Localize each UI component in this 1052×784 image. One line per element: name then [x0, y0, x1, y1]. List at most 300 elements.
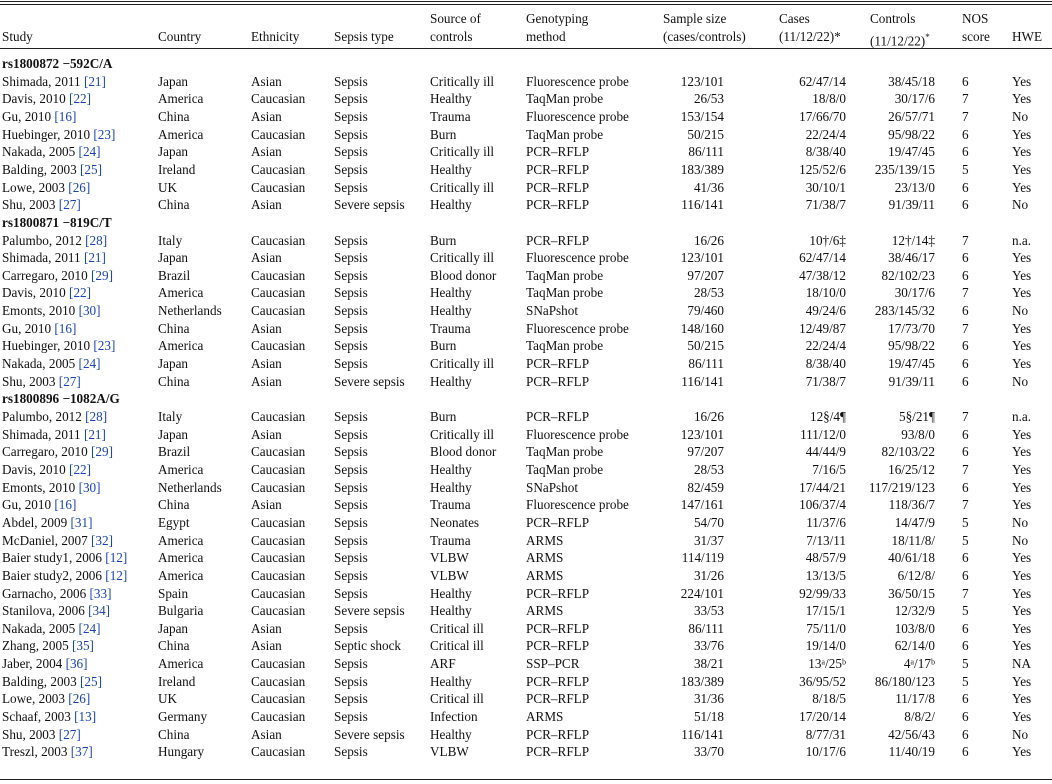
cases-cell: 48/57/9 [805, 550, 846, 566]
sample-size-cell: 28/53 [693, 461, 724, 477]
country-cell: Spain [158, 585, 189, 601]
study-name: Treszl, 2003 [2, 744, 68, 760]
source-cell: Healthy [430, 603, 472, 619]
source-cell: Critical ill [430, 638, 484, 654]
study-name: Nakada, 2005 [2, 144, 76, 160]
source-cell: Healthy [430, 726, 472, 742]
table-row [0, 585, 1052, 603]
reference-link[interactable]: [22] [69, 285, 92, 301]
table-row [0, 426, 1052, 444]
country-cell: America [158, 285, 204, 301]
study-cell [2, 585, 112, 603]
sepsis-type-cell: Sepsis [334, 303, 368, 319]
ethnicity-cell: Asian [251, 108, 282, 124]
study-name: Carregaro, 2010 [2, 267, 88, 283]
study-cell [2, 443, 113, 461]
source-cell: Burn [430, 409, 457, 424]
nos-cell: 7 [962, 585, 969, 601]
study-name: Huebinger, 2010 [2, 338, 91, 354]
hwe-cell: Yes [1012, 426, 1032, 442]
country-cell: Ireland [158, 161, 196, 177]
controls-cell: 82/103/22 [881, 444, 935, 460]
reference-link[interactable]: [22] [69, 91, 92, 107]
hwe-cell: Yes [1012, 620, 1032, 636]
reference-link[interactable]: [16] [54, 108, 77, 124]
study-cell [2, 161, 102, 179]
ethnicity-cell: Asian [251, 497, 282, 513]
controls-cell: 82/102/23 [881, 267, 935, 283]
controls-cell: 118/36/7 [888, 497, 935, 513]
reference-link[interactable]: [23] [93, 126, 116, 142]
table-row [0, 708, 1052, 726]
cases-cell: 7/16/5 [812, 461, 846, 477]
hwe-cell: Yes [1012, 161, 1032, 177]
study-cell [2, 143, 101, 161]
controls-cell: 283/145/32 [874, 303, 935, 319]
table-row [0, 620, 1052, 638]
study-cell [2, 461, 91, 479]
sepsis-type-cell: Sepsis [334, 550, 368, 566]
cases-cell: 17/15/1 [805, 603, 846, 619]
table-row [0, 267, 1052, 285]
controls-cell: 86/180/123 [874, 673, 935, 689]
ethnicity-cell: Caucasian [251, 303, 306, 319]
sample-size-cell: 123/101 [680, 73, 724, 89]
hwe-cell: Yes [1012, 744, 1032, 760]
study-cell [2, 426, 106, 444]
study-cell [2, 743, 93, 761]
reference-link[interactable]: [16] [54, 497, 77, 513]
source-cell: Critical ill [430, 620, 484, 636]
nos-cell: 6 [962, 638, 969, 654]
reference-link[interactable]: [26] [68, 179, 91, 195]
sepsis-type-cell: Sepsis [334, 161, 368, 177]
study-name: Shimada, 2011 [2, 73, 81, 89]
source-cell: ARF [430, 656, 456, 672]
sample-size-cell: 31/36 [693, 691, 724, 707]
nos-cell: 5 [962, 161, 969, 177]
method-cell: PCR–RFLP [526, 620, 590, 636]
hwe-cell: Yes [1012, 585, 1032, 601]
method-cell: Fluorescence probe [526, 250, 629, 266]
method-cell: PCR–RFLP [526, 409, 590, 424]
ethnicity-cell: Caucasian [251, 585, 306, 601]
study-name: Shu, 2003 [2, 373, 56, 389]
method-cell: Fluorescence probe [526, 73, 629, 89]
country-cell: Bulgaria [158, 603, 204, 619]
header-method-line1: Genotyping [526, 11, 589, 26]
cases-cell: 19/14/0 [805, 638, 846, 654]
source-cell: Healthy [430, 373, 472, 389]
reference-link[interactable]: [22] [69, 461, 92, 477]
table-row [0, 479, 1052, 497]
reference-link[interactable]: [31] [70, 514, 93, 530]
hwe-cell: No [1012, 373, 1029, 389]
ethnicity-cell: Asian [251, 320, 282, 336]
reference-link[interactable]: [30] [78, 303, 101, 319]
hwe-cell: Yes [1012, 250, 1032, 266]
sample-size-cell: 51/18 [693, 709, 724, 725]
reference-link[interactable]: [21] [83, 426, 106, 442]
country-cell: China [158, 638, 190, 654]
study-name: Baier study1, 2006 [2, 550, 102, 566]
sample-size-cell: 183/389 [680, 161, 724, 177]
table-row [0, 514, 1052, 532]
sample-size-cell: 114/119 [681, 550, 724, 566]
source-cell: Critically ill [430, 144, 495, 160]
header-sample-line2: (cases/controls) [663, 29, 746, 44]
hwe-cell: Yes [1012, 603, 1032, 619]
controls-cell: 12†/14‡ [891, 232, 935, 248]
ethnicity-cell: Caucasian [251, 709, 306, 725]
study-name: Huebinger, 2010 [2, 126, 91, 142]
nos-cell: 7 [962, 91, 969, 107]
country-cell: China [158, 497, 190, 513]
header-cases-line2: (11/12/22)* [779, 29, 841, 44]
country-cell: Germany [158, 709, 208, 725]
country-cell: UK [158, 691, 178, 707]
method-cell: TaqMan probe [526, 91, 604, 107]
study-name: Nakada, 2005 [2, 356, 76, 372]
sepsis-type-cell: Sepsis [334, 267, 368, 283]
study-name: Garnacho, 2006 [2, 585, 87, 601]
country-cell: Japan [158, 73, 189, 89]
cases-cell: 49/24/6 [805, 303, 846, 319]
sample-size-cell: 28/53 [693, 285, 724, 301]
controls-cell: 40/61/18 [888, 550, 935, 566]
cases-cell: 18/10/0 [805, 285, 846, 301]
controls-cell: 30/17/6 [894, 285, 935, 301]
country-cell: China [158, 373, 190, 389]
controls-cell: 38/46/17 [888, 250, 935, 266]
reference-link[interactable]: [16] [54, 320, 77, 336]
reference-link[interactable]: [21] [83, 73, 106, 89]
reference-link[interactable]: [13] [74, 709, 97, 725]
table-row [0, 726, 1052, 744]
sepsis-type-cell: Sepsis [334, 73, 368, 89]
study-name: Emonts, 2010 [2, 303, 76, 319]
country-cell: Brazil [158, 444, 191, 460]
hwe-cell: Yes [1012, 179, 1032, 195]
sepsis-type-cell: Sepsis [334, 338, 368, 354]
hwe-cell: Yes [1012, 285, 1032, 301]
controls-cell: 5§/21¶ [898, 409, 935, 424]
cases-cell: 106/37/4 [799, 497, 846, 513]
study-name: Davis, 2010 [2, 91, 66, 107]
sample-size-cell: 116/141 [681, 197, 724, 213]
ethnicity-cell: Asian [251, 638, 282, 654]
controls-cell: 17/73/70 [888, 320, 935, 336]
nos-cell: 6 [962, 444, 969, 460]
controls-cell: 12/32/9 [894, 603, 935, 619]
reference-link[interactable]: [27] [58, 726, 81, 742]
ethnicity-cell: Caucasian [251, 126, 306, 142]
section-title: rs1800896 −1082A/G [2, 391, 120, 407]
study-cell [2, 196, 81, 214]
controls-cell: 42/56/43 [888, 726, 935, 742]
reference-link[interactable]: [33] [89, 585, 112, 601]
controls-cell: 95/98/22 [888, 338, 935, 354]
cases-cell: 12/49/87 [799, 320, 846, 336]
cases-cell: 62/47/14 [799, 250, 846, 266]
sepsis-type-cell: Sepsis [334, 426, 368, 442]
method-cell: ARMS [526, 567, 564, 583]
method-cell: PCR–RFLP [526, 356, 590, 372]
controls-cell: 19/47/45 [888, 144, 935, 160]
sample-size-cell: 116/141 [681, 726, 724, 742]
sepsis-type-cell: Sepsis [334, 744, 368, 760]
ethnicity-cell: Caucasian [251, 567, 306, 583]
study-name: Shimada, 2011 [2, 250, 81, 266]
nos-cell: 7 [962, 497, 969, 513]
country-cell: Italy [158, 232, 183, 248]
study-name: Carregaro, 2010 [2, 444, 88, 460]
sample-size-cell: 16/26 [693, 232, 724, 248]
table-row [0, 637, 1052, 655]
sample-size-cell: 38/21 [693, 656, 724, 672]
nos-cell: 6 [962, 197, 969, 213]
study-name: Shu, 2003 [2, 197, 56, 213]
reference-link[interactable]: [30] [78, 479, 101, 495]
sample-size-cell: 97/207 [687, 267, 724, 283]
controls-cell: 38/45/18 [888, 73, 935, 89]
header-ethnicity: Ethnicity [251, 29, 300, 44]
header-nos-line2: score [962, 29, 990, 44]
reference-link[interactable]: [28] [85, 409, 108, 424]
cases-cell: 125/52/6 [799, 161, 846, 177]
study-name: Abdel, 2009 [2, 514, 68, 530]
cases-cell: 71/38/7 [805, 197, 846, 213]
study-name: Shimada, 2011 [2, 426, 81, 442]
controls-cell: 19/47/45 [888, 356, 935, 372]
study-name: Emonts, 2010 [2, 479, 76, 495]
country-cell: Japan [158, 426, 189, 442]
country-cell: Netherlands [158, 479, 222, 495]
table-row [0, 373, 1052, 391]
sample-size-cell: 16/26 [693, 409, 724, 424]
nos-cell: 5 [962, 656, 969, 672]
hwe-cell: Yes [1012, 356, 1032, 372]
ethnicity-cell: Caucasian [251, 514, 306, 530]
table-row [0, 126, 1052, 144]
study-name: Lowe, 2003 [2, 691, 65, 707]
nos-cell: 6 [962, 73, 969, 89]
controls-cell: 23/13/0 [894, 179, 935, 195]
country-cell: Italy [158, 409, 183, 424]
cases-cell: 18/8/0 [812, 91, 846, 107]
table-row [0, 355, 1052, 373]
controls-cell: 62/14/0 [894, 638, 935, 654]
controls-cell: 8/8/2/ [904, 709, 935, 725]
study-name: McDaniel, 2007 [2, 532, 88, 548]
nos-cell: 6 [962, 691, 969, 707]
hwe-cell: Yes [1012, 709, 1032, 725]
cases-cell: 17/66/70 [799, 108, 846, 124]
controls-cell: 11/17/8 [895, 691, 935, 707]
table-row [0, 690, 1052, 708]
header-cases-line1: Cases [779, 11, 810, 26]
cases-cell: 17/44/21 [799, 479, 846, 495]
hwe-cell: No [1012, 726, 1029, 742]
source-cell: Healthy [430, 91, 472, 107]
controls-cell: 11/40/19 [888, 744, 935, 760]
study-cell [2, 673, 102, 691]
nos-cell: 6 [962, 250, 969, 266]
method-cell: TaqMan probe [526, 126, 604, 142]
table-row [0, 249, 1052, 267]
sample-size-cell: 86/111 [688, 356, 724, 372]
table-row [0, 143, 1052, 161]
study-cell [2, 620, 101, 638]
hwe-cell: Yes [1012, 497, 1032, 513]
sample-size-cell: 41/36 [693, 179, 724, 195]
cases-cell: 111/12/0 [800, 426, 846, 442]
reference-link[interactable]: [34] [88, 603, 111, 619]
nos-cell: 7 [962, 320, 969, 336]
ethnicity-cell: Caucasian [251, 267, 306, 283]
sample-size-cell: 116/141 [681, 373, 724, 389]
source-cell: Trauma [430, 532, 471, 548]
study-name: Balding, 2003 [2, 673, 77, 689]
cases-cell: 30/10/1 [805, 179, 846, 195]
sepsis-type-cell: Sepsis [334, 250, 368, 266]
cases-cell: 8/38/40 [805, 144, 846, 160]
study-name: Stanilova, 2006 [2, 603, 85, 619]
table-row [0, 284, 1052, 302]
ethnicity-cell: Asian [251, 197, 282, 213]
header-source-line1: Source of [430, 11, 481, 26]
sepsis-type-cell: Sepsis [334, 673, 368, 689]
country-cell: America [158, 126, 204, 142]
table-row [0, 567, 1052, 585]
sepsis-type-cell: Sepsis [334, 232, 368, 248]
reference-link[interactable]: [29] [90, 444, 113, 460]
country-cell: America [158, 532, 204, 548]
table-row [0, 532, 1052, 550]
controls-cell: 95/98/22 [888, 126, 935, 142]
reference-link[interactable]: [27] [58, 197, 81, 213]
reference-link[interactable]: [37] [70, 744, 93, 760]
reference-link[interactable]: [25] [80, 161, 103, 177]
method-cell: SNaPshot [526, 479, 579, 495]
sepsis-type-cell: Sepsis [334, 514, 368, 530]
reference-link[interactable]: [35] [71, 638, 94, 654]
reference-link[interactable]: [36] [65, 656, 88, 672]
hwe-cell: Yes [1012, 144, 1032, 160]
source-cell: Healthy [430, 479, 472, 495]
nos-cell: 5 [962, 514, 969, 530]
ethnicity-cell: Caucasian [251, 179, 306, 195]
source-cell: Healthy [430, 285, 472, 301]
controls-cell: 36/50/15 [888, 585, 935, 601]
nos-cell: 6 [962, 479, 969, 495]
sepsis-type-cell: Sepsis [334, 108, 368, 124]
ethnicity-cell: Caucasian [251, 603, 306, 619]
reference-link[interactable]: [29] [90, 267, 113, 283]
controls-cell: 4ᵃ/17ᵇ [903, 656, 935, 672]
study-cell [2, 532, 113, 550]
ethnicity-cell: Caucasian [251, 532, 306, 548]
reference-link[interactable]: [32] [91, 532, 113, 548]
source-cell: Blood donor [430, 267, 497, 283]
country-cell: America [158, 550, 204, 566]
ethnicity-cell: Caucasian [251, 444, 306, 460]
source-cell: Burn [430, 232, 457, 248]
reference-link[interactable]: [21] [83, 250, 106, 266]
nos-cell: 6 [962, 126, 969, 142]
study-cell [2, 284, 91, 302]
reference-link[interactable]: [26] [68, 691, 91, 707]
sepsis-type-cell: Sepsis [334, 620, 368, 636]
cases-cell: 71/38/7 [805, 373, 846, 389]
method-cell: ARMS [526, 603, 564, 619]
ethnicity-cell: Asian [251, 250, 282, 266]
table-row [0, 108, 1052, 126]
source-cell: Healthy [430, 585, 472, 601]
reference-link[interactable]: [24] [78, 356, 101, 372]
study-cell [2, 726, 81, 744]
study-cell [2, 514, 92, 532]
sample-size-cell: 82/459 [687, 479, 724, 495]
nos-cell: 6 [962, 356, 969, 372]
reference-link[interactable]: [28] [85, 232, 108, 248]
sample-size-cell: 54/70 [693, 514, 724, 530]
study-cell [2, 602, 110, 620]
country-cell: America [158, 656, 204, 672]
hwe-cell: No [1012, 514, 1029, 530]
reference-link[interactable]: [23] [93, 338, 116, 354]
reference-link[interactable]: [24] [78, 144, 101, 160]
ethnicity-cell: Asian [251, 73, 282, 89]
nos-cell: 6 [962, 744, 969, 760]
reference-link[interactable]: [27] [58, 373, 81, 389]
table-row [0, 408, 1052, 426]
reference-link[interactable]: [25] [80, 673, 103, 689]
hwe-cell: Yes [1012, 320, 1032, 336]
nos-cell: 6 [962, 373, 969, 389]
cases-cell: 11/37/6 [806, 514, 846, 530]
study-name: Davis, 2010 [2, 285, 66, 301]
reference-link[interactable]: [12] [105, 550, 128, 566]
study-cell [2, 126, 115, 144]
method-cell: TaqMan probe [526, 338, 604, 354]
controls-cell: 14/47/9 [894, 514, 935, 530]
controls-cell: 93/8/0 [901, 426, 935, 442]
sample-size-cell: 183/389 [680, 673, 724, 689]
header-controls-line1: Controls [870, 11, 916, 26]
cases-cell: 13/13/5 [805, 567, 846, 583]
table-row [0, 743, 1052, 761]
ethnicity-cell: Caucasian [251, 461, 306, 477]
nos-cell: 6 [962, 709, 969, 725]
reference-link[interactable]: [12] [105, 567, 128, 583]
header-method-line2: method [526, 29, 566, 44]
study-cell [2, 373, 81, 391]
method-cell: TaqMan probe [526, 461, 604, 477]
source-cell: Critically ill [430, 73, 495, 89]
controls-cell: 117/219/123 [868, 479, 935, 495]
sample-size-cell: 79/460 [687, 303, 724, 319]
sepsis-type-cell: Septic shock [334, 638, 402, 654]
study-cell [2, 108, 76, 126]
study-name: Palumbo, 2012 [2, 232, 82, 248]
ethnicity-cell: Asian [251, 144, 282, 160]
source-cell: Infection [430, 709, 478, 725]
sample-size-cell: 86/111 [688, 620, 724, 636]
country-cell: Egypt [158, 514, 190, 530]
sepsis-type-cell: Severe sepsis [334, 726, 405, 742]
reference-link[interactable]: [24] [78, 620, 101, 636]
